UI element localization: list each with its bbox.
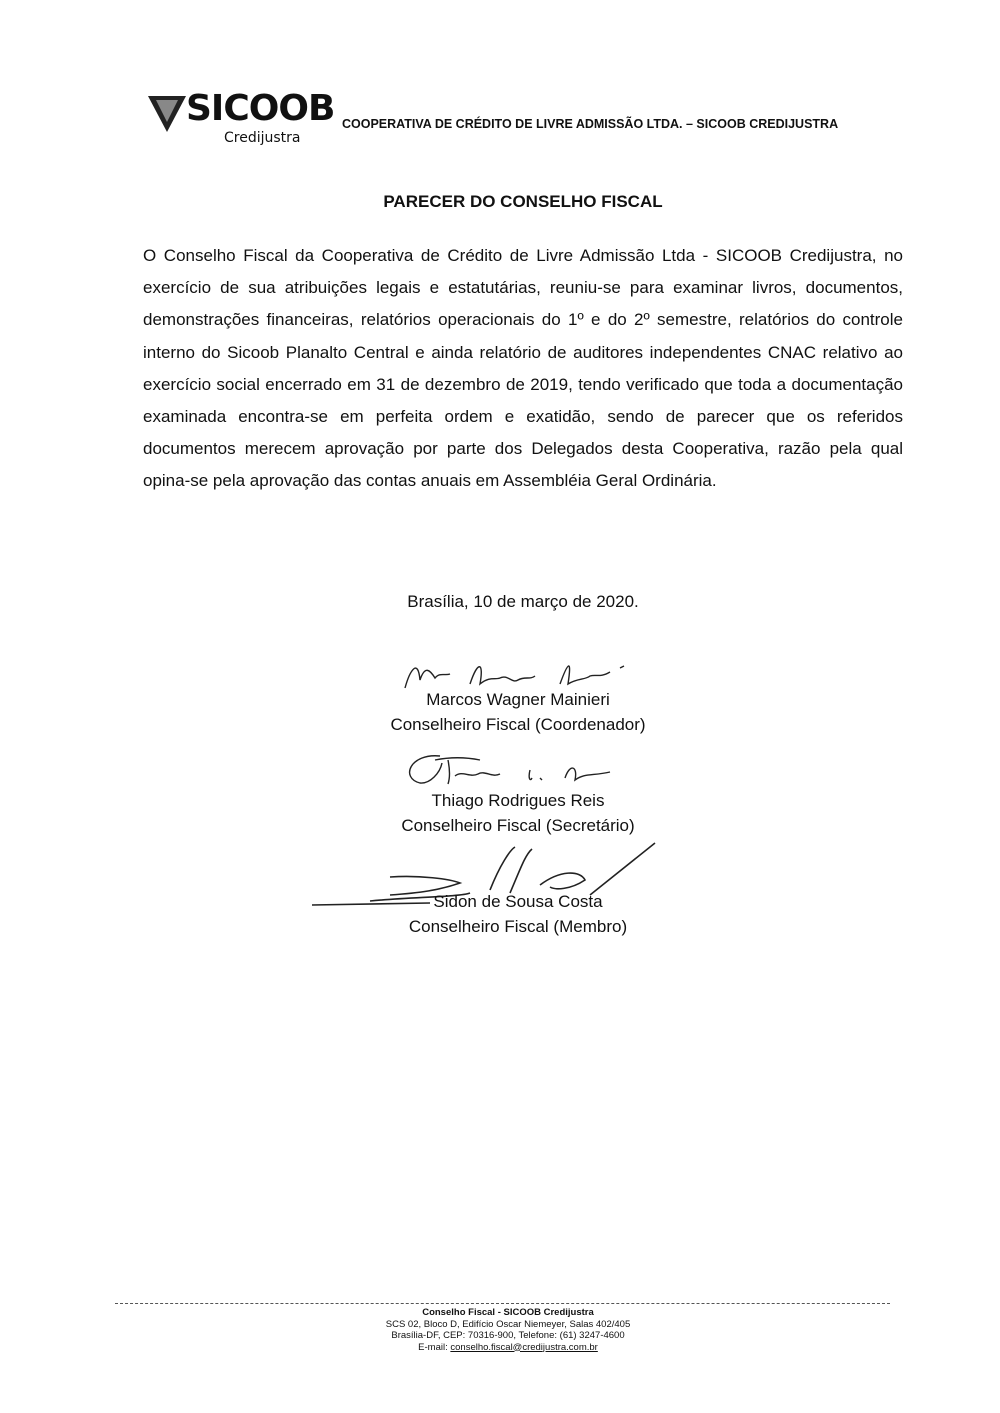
signature-marcos [400, 650, 640, 695]
logo-text: SICOOB [186, 88, 335, 129]
signature-thiago [400, 748, 650, 793]
sicoob-logo [148, 88, 335, 148]
signatory-name: Sidon de Sousa Costa [433, 892, 603, 911]
footer-email-row [0, 1342, 1000, 1354]
signatory-name: Thiago Rodrigues Reis [431, 791, 605, 810]
footer [0, 1307, 1000, 1353]
signatory-role: Conselheiro Fiscal (Secretário) [401, 816, 635, 835]
email-link[interactable]: conselho.fiscal@credijustra.com.br [450, 1341, 598, 1353]
footer-title: Conselho Fiscal - SICOOB Credijustra [422, 1307, 594, 1318]
signatory-role: Conselheiro Fiscal (Membro) [408, 917, 628, 936]
logo-subtext: Credijustra [224, 130, 301, 146]
signatory-role: Conselheiro Fiscal (Coordenador) [390, 715, 646, 734]
cooperative-name: COOPERATIVA DE CRÉDITO DE LIVRE ADMISSÃO LTDA. – SICOOB CREDIJUSTRA [342, 117, 839, 131]
logo-emblem-icon [148, 94, 186, 134]
signatory-name: Marcos Wagner Mainieri [426, 690, 610, 709]
email-label: E-mail: [418, 1341, 448, 1353]
footer-address: SCS 02, Bloco D, Edifício Oscar Niemeyer, Salas 402/405 [385, 1318, 631, 1330]
document-body: O Conselho Fiscal da Cooperativa de Crédito de Livre Admissão Ltda - SICOOB Credijustra, no exercício de sua atribuições legais e estatutárias, reuniu-se para examinar livros, documentos, demonstrações financeiras, relatórios operacionais do 1º e do 2º semestre, relatórios do controle interno do Sicoob Planalto Central e ainda relatório de auditores independentes CNAC relativo ao exercício social encerrado em 31 de dezembro de 2019, tendo verificado que toda a documentação examinada encontra-se em perfeita ordem e exatidão, sendo de parecer que os referidos documentos merecem aprovação por parte dos Delegados desta Cooperativa, razão pela qual opina-se pela aprovação das contas anuais em Assembléia Geral Ordinária. [143, 246, 903, 491]
document-title: PARECER DO CONSELHO FISCAL [383, 192, 663, 211]
footer-divider [115, 1303, 890, 1304]
document-date: Brasília, 10 de março de 2020. [407, 592, 639, 611]
footer-contact: Brasília-DF, CEP: 70316-900, Telefone: (61) 3247-4600 [391, 1330, 625, 1341]
